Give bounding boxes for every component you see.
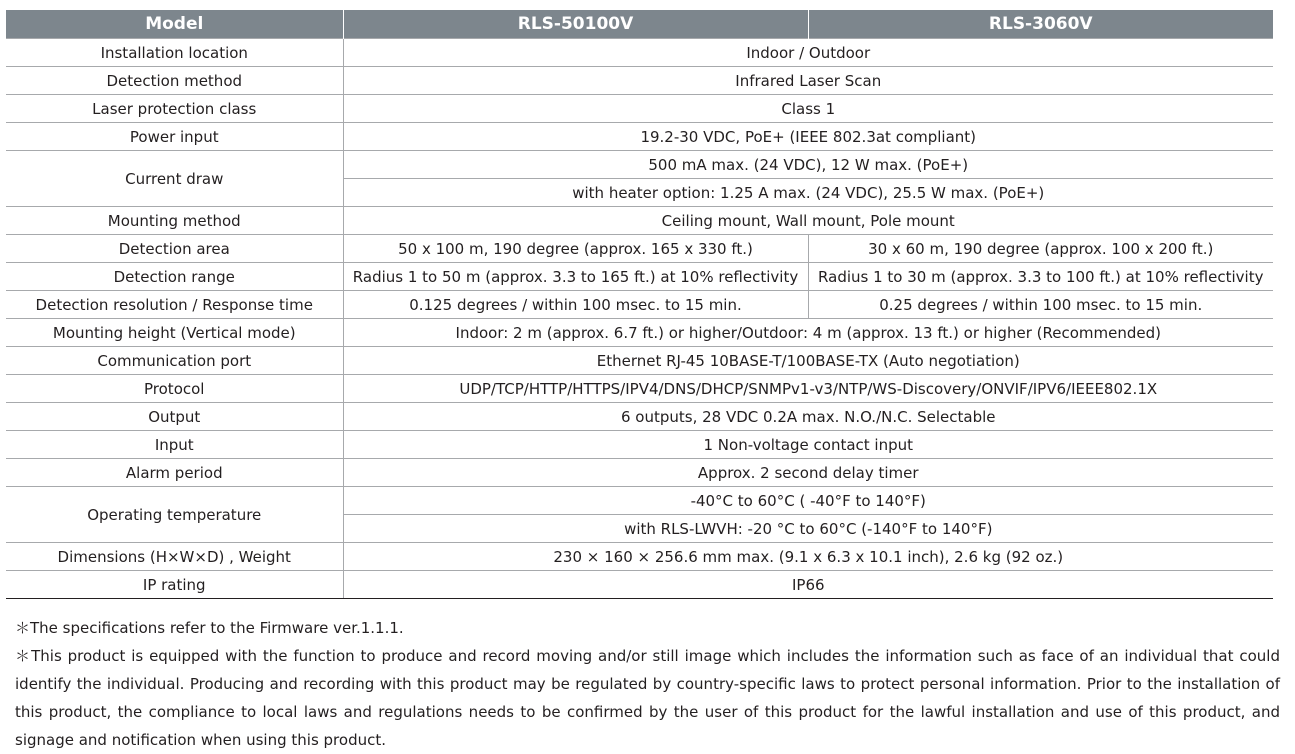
row-label: IP rating — [6, 571, 343, 599]
row-value-b: 0.25 degrees / within 100 msec. to 15 min. — [808, 291, 1273, 319]
row-value: with heater option: 1.25 A max. (24 VDC), 25.5 W max. (PoE+) — [343, 179, 1273, 207]
table-row — [6, 39, 1273, 67]
table-row — [6, 95, 1273, 123]
row-value: 230 × 160 × 256.6 mm max. (9.1 x 6.3 x 10.1 inch), 2.6 kg (92 oz.) — [343, 543, 1273, 571]
row-label: Laser protection class — [6, 95, 343, 123]
row-value: 500 mA max. (24 VDC), 12 W max. (PoE+) — [343, 151, 1273, 179]
row-value: with RLS-LWVH: -20 °C to 60°C (-140°F to 140°F) — [343, 515, 1273, 543]
row-label: Detection method — [6, 67, 343, 95]
row-label: Protocol — [6, 375, 343, 403]
table-row — [6, 487, 1273, 515]
row-value-a: 50 x 100 m, 190 degree (approx. 165 x 330 ft.) — [343, 235, 808, 263]
table-row — [6, 123, 1273, 151]
row-value: 1 Non-voltage contact input — [343, 431, 1273, 459]
row-value: IP66 — [343, 571, 1273, 599]
row-value: Class 1 — [343, 95, 1273, 123]
row-label: Communication port — [6, 347, 343, 375]
row-value-b: Radius 1 to 30 m (approx. 3.3 to 100 ft.) at 10% reflectivity — [808, 263, 1273, 291]
row-value: Ethernet RJ-45 10BASE-T/100BASE-TX (Auto negotiation) — [343, 347, 1273, 375]
table-row — [6, 431, 1273, 459]
table-row — [6, 347, 1273, 375]
row-label: Alarm period — [6, 459, 343, 487]
table-row — [6, 263, 1273, 291]
row-value: UDP/TCP/HTTP/HTTPS/IPV4/DNS/DHCP/SNMPv1-v3/NTP/WS-Discovery/ONVIF/IPV6/IEEE802.1X — [343, 375, 1273, 403]
row-label: Detection resolution / Response time — [6, 291, 343, 319]
table-row — [6, 151, 1273, 179]
footnote-firmware: ＊The specifications refer to the Firmware ver.1.1.1. — [15, 619, 404, 637]
row-label: Detection range — [6, 263, 343, 291]
row-label: Mounting height (Vertical mode) — [6, 319, 343, 347]
table-row — [6, 543, 1273, 571]
row-value: Approx. 2 second delay timer — [343, 459, 1273, 487]
table-row — [6, 319, 1273, 347]
row-label: Current draw — [6, 151, 343, 207]
table-row — [6, 571, 1273, 599]
row-label: Power input — [6, 123, 343, 151]
row-value: Infrared Laser Scan — [343, 67, 1273, 95]
row-label: Detection area — [6, 235, 343, 263]
table-row — [6, 459, 1273, 487]
row-label: Installation location — [6, 39, 343, 67]
row-label: Input — [6, 431, 343, 459]
row-value: -40°C to 60°C ( -40°F to 140°F) — [343, 487, 1273, 515]
footnotes — [15, 614, 1280, 754]
table-row — [6, 235, 1273, 263]
table-row — [6, 291, 1273, 319]
row-label: Dimensions (H×W×D) , Weight — [6, 543, 343, 571]
model-header: Model — [6, 10, 343, 39]
row-value-a: 0.125 degrees / within 100 msec. to 15 min. — [343, 291, 808, 319]
row-value: Indoor / Outdoor — [343, 39, 1273, 67]
row-value-a: Radius 1 to 50 m (approx. 3.3 to 165 ft.) at 10% reflectivity — [343, 263, 808, 291]
row-value: Ceiling mount, Wall mount, Pole mount — [343, 207, 1273, 235]
table-row — [6, 67, 1273, 95]
spec-table — [6, 10, 1273, 599]
row-value: 6 outputs, 28 VDC 0.2A max. N.O./N.C. Selectable — [343, 403, 1273, 431]
row-label: Output — [6, 403, 343, 431]
row-value: 19.2-30 VDC, PoE+ (IEEE 802.3at compliant) — [343, 123, 1273, 151]
footnote-privacy: ＊This product is equipped with the function to produce and record moving and/or still image which includes the information such as face of an individual that could identify the individual. Producing and recording with this product may be regulated by country-specific laws to protect personal information. Prior to the installation of this product, the compliance to local laws and regulations needs to be confirmed by the user of this product for the lawful installation and use of this product, and signage and notification when using this product. — [15, 647, 1280, 749]
table-row — [6, 207, 1273, 235]
row-value-b: 30 x 60 m, 190 degree (approx. 100 x 200 ft.) — [808, 235, 1273, 263]
row-label: Mounting method — [6, 207, 343, 235]
row-value: Indoor: 2 m (approx. 6.7 ft.) or higher/Outdoor: 4 m (approx. 13 ft.) or higher (Recommended) — [343, 319, 1273, 347]
model-b-header: RLS-3060V — [808, 10, 1273, 39]
header-row — [6, 10, 1273, 39]
model-a-header: RLS-50100V — [343, 10, 808, 39]
table-row — [6, 403, 1273, 431]
row-label: Operating temperature — [6, 487, 343, 543]
table-row — [6, 375, 1273, 403]
